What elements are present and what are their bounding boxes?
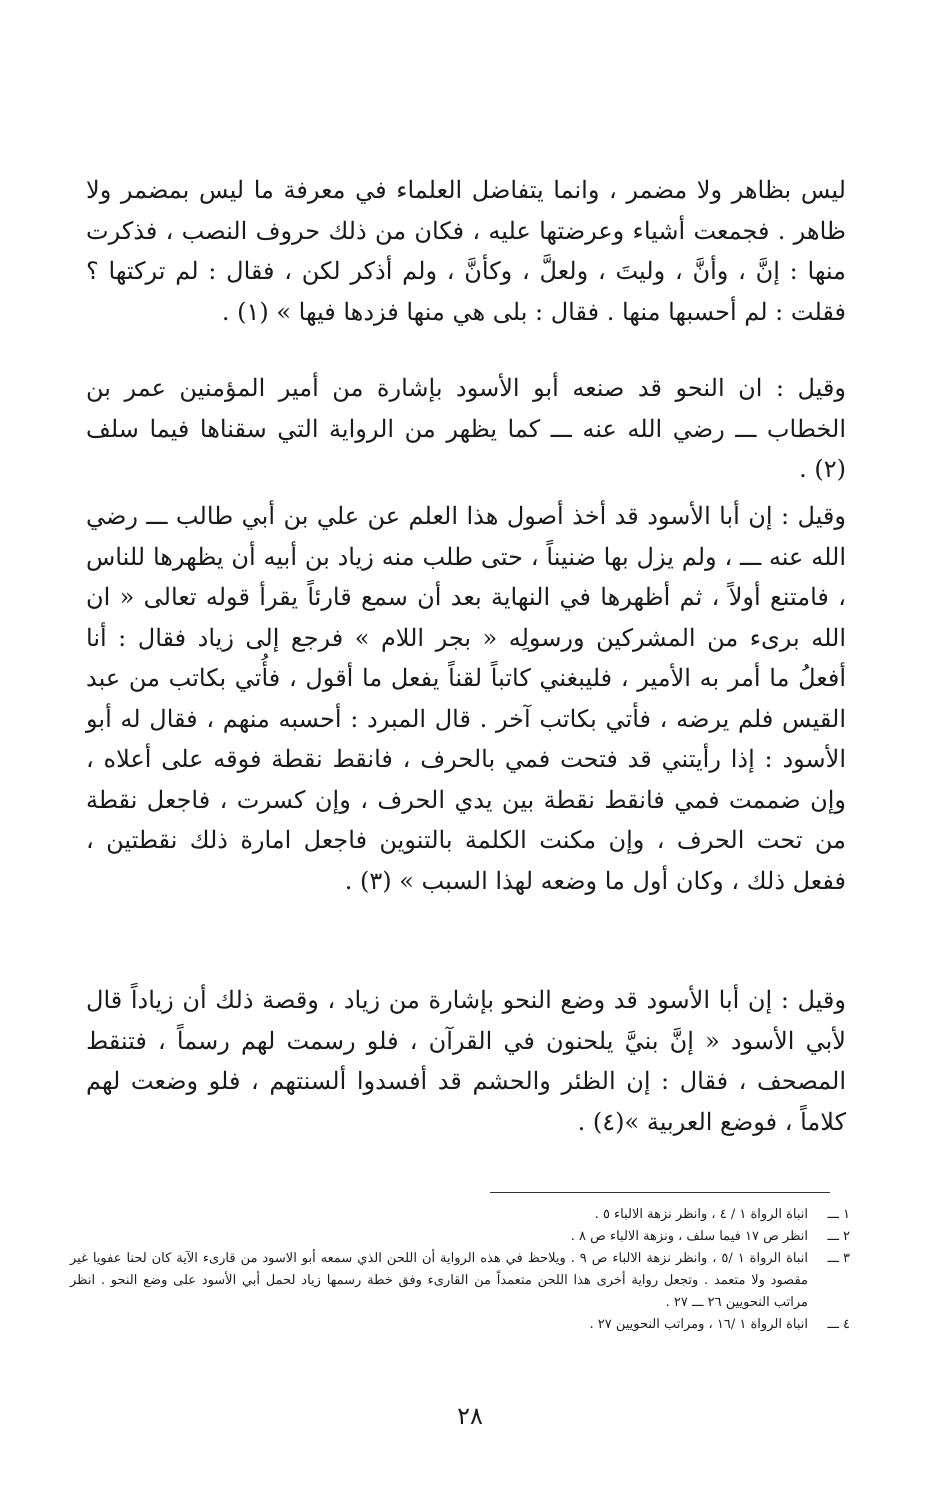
body-paragraph-1: ليس بظاهر ولا مضمر ، وانما يتفاضل العلماء في معرفة ما ليس بمضمر ولا ظاهر . فجمعت أشياء وعرضتها عليه ، فكان من ذلك حروف النصب ، فذكرت منها : إنَّ ، وأنَّ ، وليتَ ، ولعلَّ ، وكأنَّ ، ولم أذكر لكن ، فقال : لم تركتها ؟ فقلت : لم أحسبها منها . فقال : بلى هي منها فزدها فيها » (١) . [86, 176, 846, 326]
footnote-4 [70, 1314, 850, 1336]
body-paragraph-4: وقيل : إن أبا الأسود قد وضع النحو بإشارة من زياد ، وقصة ذلك أن زياداً قال لأبي الأسود « إنَّ بنيَّ يلحنون في القرآن ، فلو رسمت لهم رسماً ، فتنقط المصحف ، فقال : إن الظئر والحشم قد أفسدوا ألسنتهم ، فلو وضعت لهم كلاماً ، فوضع العربية »(٤) . [86, 986, 846, 1136]
footnote-text: انباة الرواة ١ / ٤ ، وانظر نزهة الالباء ٥ . [594, 1207, 808, 1222]
footnote-1 [70, 1204, 850, 1226]
body-paragraph-2: وقيل : ان النحو قد صنعه أبو الأسود بإشارة من أمير المؤمنين عمر بن الخطاب ـــ رضي الله عنه ـــ كما يظهر من الرواية التي سقناها فيما سلف (٢) . [86, 374, 846, 483]
page-number: ٢٨ [457, 1402, 483, 1430]
footnote-text: انباة الرواة ١ /١٦ ، ومراتب النحويين ٢٧ . [589, 1317, 808, 1332]
body-paragraph-3: وقيل : إن أبا الأسود قد أخذ أصول هذا العلم عن علي بن أبي طالب ـــ رضي الله عنه ـــ ، ولم يزل بها ضنيناً ، حتى طلب منه زياد بن أبيه أن يظهرها للناس ، فامتنع أولاً ، ثم أظهرها في النهاية بعد أن سمع قارئاً يقرأ قوله تعالى « ان الله برىء من المشركين ورسولِه « بجر اللام » فرجع إلى زياد فقال : أنا أفعلُ ما أمر به الأمير ، فليبغني كاتباً لقناً يفعل ما أقول ، فأُتي بكاتب من عبد القيس فلم يرضه ، فأتي بكاتب آخر . قال المبرد : أحسبه منهم ، فقال له أبو الأسود : إذا رأيتني قد فتحت فمي بالحرف ، فانقط نقطة فوقه على أعلاه ، وإن ضممت فمي فانقط نقطة بين يدي الحرف ، وإن كسرت ، فاجعل نقطة من تحت الحرف ، وإن مكنت الكلمة بالتنوين فاجعل امارة ذلك نقطتين ، ففعل ذلك ، وكان أول ما وضعه لهذا السبب » (٣) . [86, 502, 846, 895]
footnote-text: انباة الرواة ١ /٥ ، وانظر نزهة الالباء ص ٩ . ويلاحظ في هذه الرواية أن اللحن الذي سمعه أبو الاسود من قارىء الآية كان لحنا عفويا غير مقصود ولا متعمد . وتجعل رواية أخرى هذا اللحن متعمداً من القارىء وفق خطة رسمها زياد لحمل أبي الأسود على وضع النحو . انظر مراتب النحويين ٢٦ ـــ ٢٧ . [70, 1251, 809, 1310]
footnotes [70, 1204, 850, 1336]
footnote-number: ٤ ـــ [827, 1317, 850, 1332]
footnote-divider [490, 1192, 830, 1193]
footnote-text: انظر ص ١٧ فيما سلف ، ونزهة الالباء ص ٨ . [570, 1229, 808, 1244]
footnote-3 [70, 1248, 850, 1314]
footnote-number: ٣ ـــ [827, 1251, 850, 1266]
footnote-number: ١ ـــ [827, 1207, 850, 1222]
footnote-number: ٢ ـــ [827, 1229, 850, 1244]
footnote-2 [70, 1226, 850, 1248]
